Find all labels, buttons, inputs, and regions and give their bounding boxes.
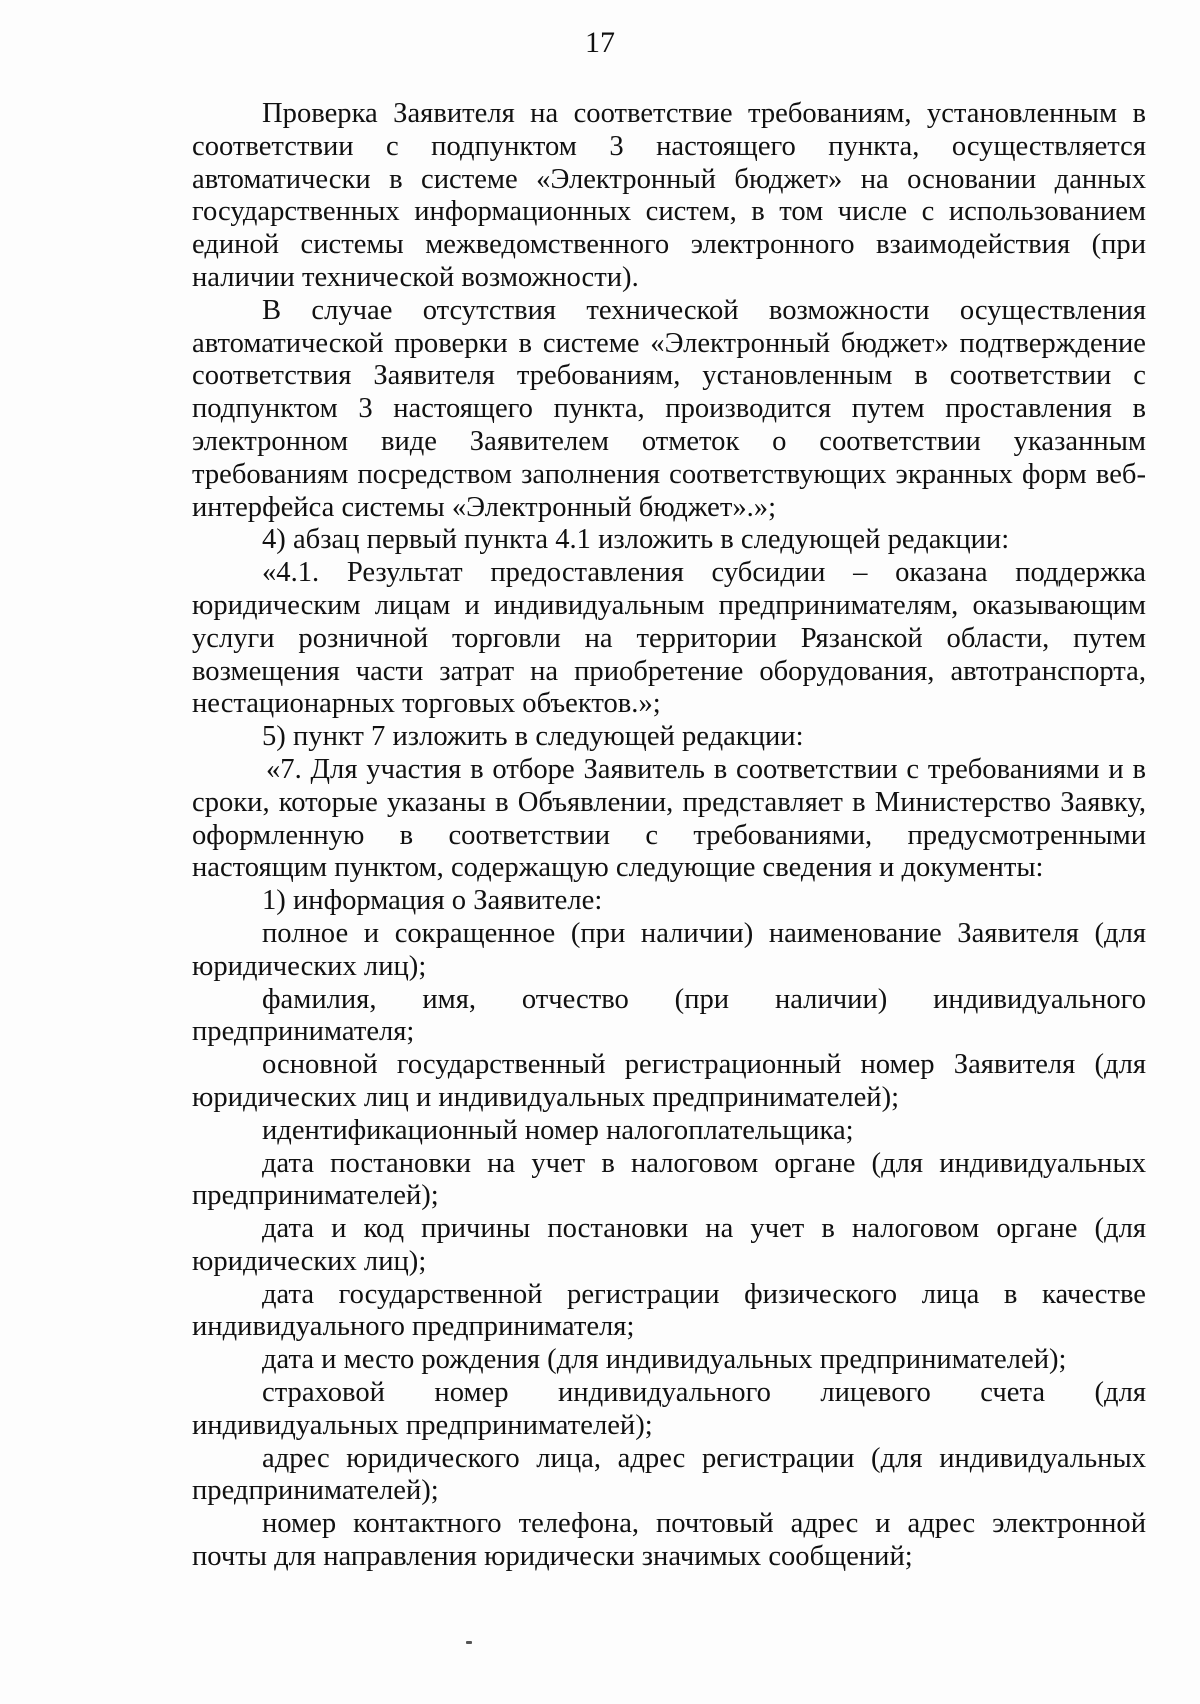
list-item-full-name: полное и сокращенное (при наличии) наименование Заявителя (для юридических лиц); — [192, 917, 1146, 982]
paragraph-amendment-4: 4) абзац первый пункта 4.1 изложить в следующей редакции: — [262, 524, 1010, 556]
page-number: 17 — [585, 26, 615, 59]
list-item-ogrn: основной государственный регистрационный номер Заявителя (для юридических лиц и индивидуальных предпринимателей); — [192, 1049, 1146, 1113]
list-item-inn: идентификационный номер налогоплательщика; — [262, 1114, 854, 1146]
paragraph-point-7: «7. Для участия в отборе Заявитель в соответствии с требованиями и в сроки, которые указаны в Объявлении, представляет в Министерство Заявку, оформленную в соответствии с требованиями, предусмотренными настоящим пунктом, содержащую следующие сведения и документы: — [192, 753, 1146, 884]
paragraph-amendment-5: 5) пункт 7 изложить в следующей редакции: — [262, 721, 804, 753]
scan-artifact-mark — [466, 1641, 472, 1644]
list-item-snils: страховой номер индивидуального лицевого счета (для индивидуальных предпринимателей); — [192, 1377, 1146, 1441]
document-body — [192, 98, 1146, 1574]
list-item-registration-date: дата государственной регистрации физического лица в качестве индивидуального предпринимателя; — [192, 1278, 1146, 1343]
list-item-person-name: фамилия, имя, отчество (при наличии) индивидуального предпринимателя; — [192, 983, 1146, 1048]
paragraph-verification-manual: В случае отсутствия технической возможности осуществления автоматической проверки в системе «Электронный бюджет» подтверждение соответствия Заявителя требованиям, установленным в соответствии с подпунктом 3 настоящего пункта, производится путем проставления в электронном виде Заявителем отметок о соответствии указанным требованиям посредством заполнения соответствующих экранных форм веб-интерфейса системы «Электронный бюджет».»; — [192, 294, 1146, 523]
list-item-address: адрес юридического лица, адрес регистрации (для индивидуальных предпринимателей); — [192, 1442, 1146, 1507]
paragraph-result-4-1: «4.1. Результат предоставления субсидии – оказана поддержка юридическим лицам и индивидуальным предпринимателям, оказывающим услуги розничной торговли на территории Рязанской области, путем возмещения части затрат на приобретение оборудования, автотранспорта, нестационарных торговых объектов.»; — [192, 557, 1146, 720]
list-item-contacts: номер контактного телефона, почтовый адрес и адрес электронной почты для направления юридически значимых сообщений; — [192, 1508, 1146, 1573]
list-item-birth: дата и место рождения (для индивидуальных предпринимателей); — [262, 1344, 1067, 1376]
paragraph-verification-auto: Проверка Заявителя на соответствие требованиям, установленным в соответствии с подпунктом 3 настоящего пункта, осуществляется автоматически в системе «Электронный бюджет» на основании данных государственных информационных систем, в том числе с использованием единой системы межведомственного электронного взаимодействия (при наличии технической возможности). — [192, 98, 1146, 293]
list-item-kpp: дата и код причины постановки на учет в налоговом органе (для юридических лиц); — [192, 1213, 1146, 1277]
list-item-tax-registration-date: дата постановки на учет в налоговом органе (для индивидуальных предпринимателей); — [192, 1147, 1146, 1212]
paragraph-applicant-info: 1) информация о Заявителе: — [262, 885, 603, 917]
